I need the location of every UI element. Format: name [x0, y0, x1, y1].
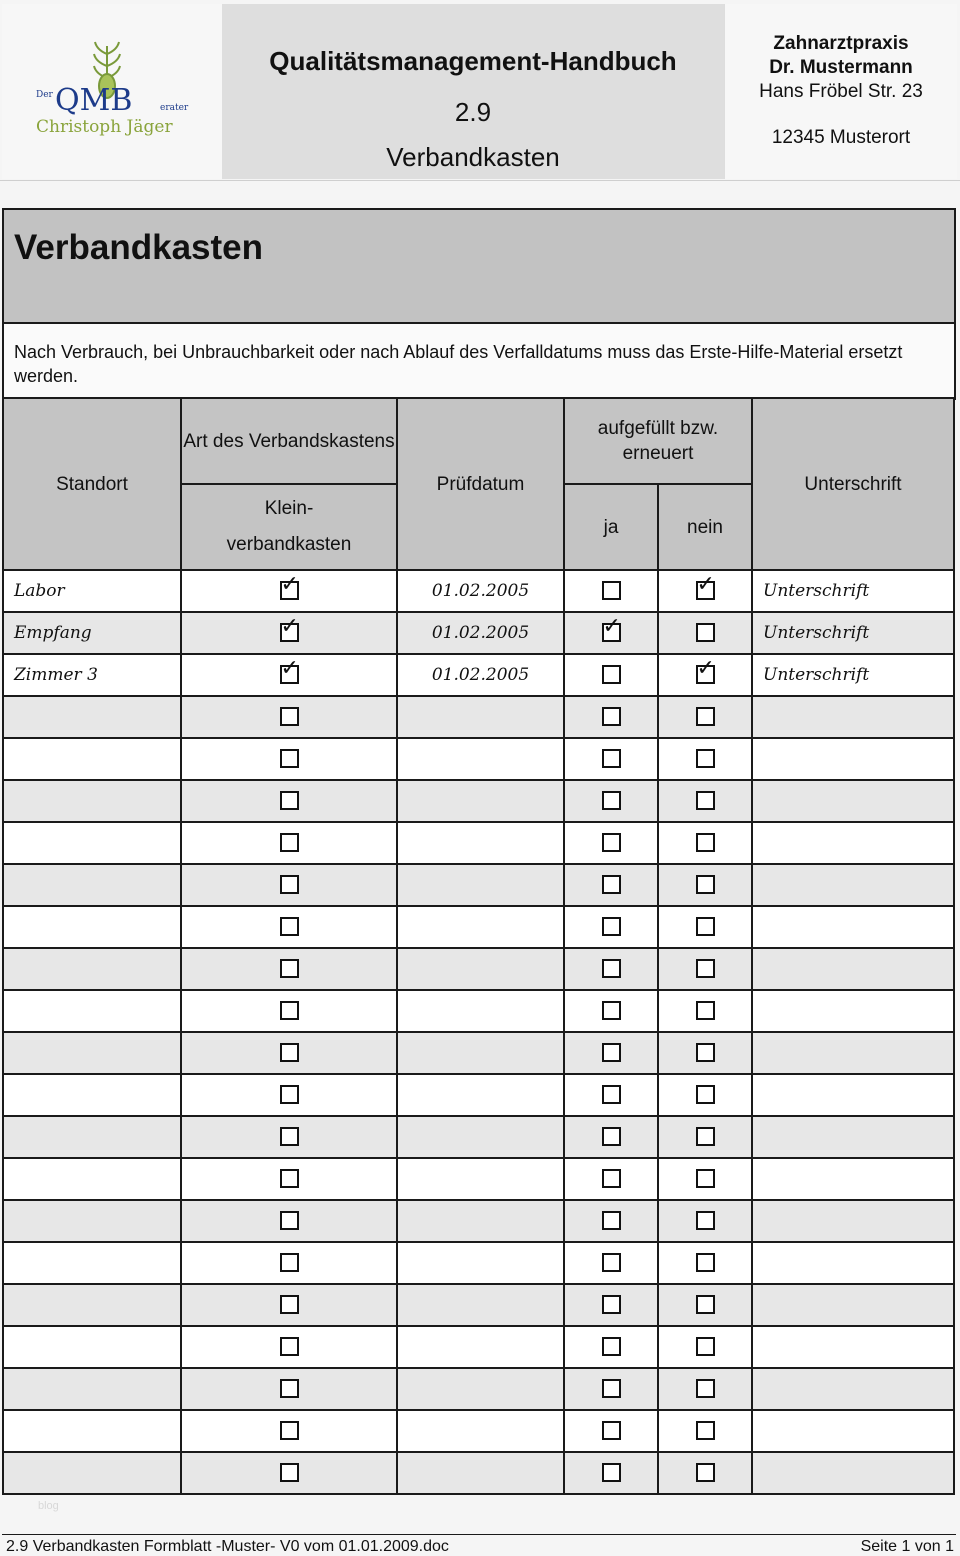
unterschrift-cell[interactable]: [752, 822, 954, 864]
pruefdatum-cell[interactable]: [397, 1158, 564, 1200]
checkbox[interactable]: [602, 1169, 621, 1188]
table-body: [3, 570, 954, 1494]
table-row: [3, 1242, 954, 1284]
standort-cell[interactable]: [3, 738, 181, 780]
checkbox[interactable]: [696, 875, 715, 894]
unterschrift-cell[interactable]: [752, 1410, 954, 1452]
unterschrift-cell[interactable]: [752, 1452, 954, 1494]
nein-cell[interactable]: [658, 1200, 752, 1242]
checkbox[interactable]: [602, 1001, 621, 1020]
city: 12345 Musterort: [771, 127, 911, 148]
logo-panel: [2, 4, 223, 179]
checkbox[interactable]: [280, 656, 299, 684]
standort-cell[interactable]: Labor: [3, 570, 181, 612]
header-ja: ja: [564, 484, 658, 570]
nein-cell[interactable]: [658, 948, 752, 990]
nein-cell[interactable]: [658, 570, 752, 612]
standort-cell[interactable]: [3, 1242, 181, 1284]
logo-brand: QMB: [55, 83, 133, 118]
nein-cell[interactable]: [658, 1368, 752, 1410]
table-row: [3, 612, 954, 654]
unterschrift-cell[interactable]: [752, 738, 954, 780]
table-row: [3, 696, 954, 738]
table-row: [3, 1452, 954, 1494]
header-nein: nein: [658, 484, 752, 570]
checkbox[interactable]: [696, 623, 715, 642]
checkbox[interactable]: [280, 1127, 299, 1146]
klein-cell[interactable]: [181, 1284, 397, 1326]
section-title-box: [2, 208, 956, 322]
table-row: [3, 654, 954, 696]
table-row: [3, 1284, 954, 1326]
checkbox[interactable]: [696, 1001, 715, 1020]
header-aufgefuellt: aufgefüllt bzw. erneuert: [564, 398, 752, 484]
checkbox[interactable]: [696, 833, 715, 852]
klein-cell[interactable]: [181, 1410, 397, 1452]
first-aid-table: [2, 397, 955, 1495]
klein-cell[interactable]: [181, 570, 397, 612]
klein-cell[interactable]: [181, 1452, 397, 1494]
ja-cell[interactable]: [564, 1242, 658, 1284]
checkbox[interactable]: [696, 1253, 715, 1272]
ja-cell[interactable]: [564, 1200, 658, 1242]
table-row: [3, 990, 954, 1032]
checkbox[interactable]: [696, 1337, 715, 1356]
checkbox[interactable]: [280, 1085, 299, 1104]
checkbox[interactable]: [602, 1043, 621, 1062]
checkbox[interactable]: [696, 749, 715, 768]
ja-cell[interactable]: [564, 654, 658, 696]
checkbox[interactable]: [602, 1211, 621, 1230]
checkbox[interactable]: [280, 1253, 299, 1272]
ja-cell[interactable]: [564, 1032, 658, 1074]
unterschrift-cell[interactable]: [752, 1116, 954, 1158]
checkbox[interactable]: [602, 791, 621, 810]
address-panel: [724, 4, 957, 179]
klein-cell[interactable]: [181, 1116, 397, 1158]
pruefdatum-cell[interactable]: [397, 1200, 564, 1242]
klein-cell[interactable]: [181, 1158, 397, 1200]
ja-cell[interactable]: [564, 948, 658, 990]
ja-cell[interactable]: [564, 990, 658, 1032]
footer-divider: [2, 1534, 956, 1535]
nein-cell[interactable]: [658, 696, 752, 738]
checkbox[interactable]: [602, 1295, 621, 1314]
unterschrift-cell[interactable]: [752, 1242, 954, 1284]
pruefdatum-cell[interactable]: [397, 1326, 564, 1368]
checkbox[interactable]: [602, 1379, 621, 1398]
standort-cell[interactable]: [3, 1116, 181, 1158]
checkmark-icon: ✓: [696, 656, 715, 682]
pruefdatum-cell[interactable]: [397, 1242, 564, 1284]
checkbox[interactable]: [696, 959, 715, 978]
unterschrift-cell[interactable]: [752, 1032, 954, 1074]
ja-cell[interactable]: [564, 1284, 658, 1326]
checkbox[interactable]: [602, 749, 621, 768]
pruefdatum-cell[interactable]: [397, 1368, 564, 1410]
pruefdatum-cell[interactable]: [397, 864, 564, 906]
checkbox[interactable]: [696, 1127, 715, 1146]
pruefdatum-cell[interactable]: [397, 780, 564, 822]
nein-cell[interactable]: [658, 654, 752, 696]
watermark: blog: [38, 1500, 59, 1512]
checkbox[interactable]: [602, 917, 621, 936]
klein-cell[interactable]: [181, 1032, 397, 1074]
ja-cell[interactable]: [564, 612, 658, 654]
table-row: [3, 864, 954, 906]
checkbox[interactable]: [280, 1379, 299, 1398]
checkbox[interactable]: [696, 791, 715, 810]
standort-cell[interactable]: [3, 948, 181, 990]
checkbox[interactable]: [280, 1001, 299, 1020]
checkbox[interactable]: [280, 1337, 299, 1356]
pruefdatum-cell[interactable]: [397, 696, 564, 738]
checkmark-icon: ✓: [696, 572, 715, 598]
standort-cell[interactable]: [3, 1368, 181, 1410]
ja-cell[interactable]: [564, 738, 658, 780]
standort-cell[interactable]: [3, 1452, 181, 1494]
pruefdatum-cell[interactable]: [397, 990, 564, 1032]
table-row: [3, 1074, 954, 1116]
checkbox[interactable]: [280, 1169, 299, 1188]
nein-cell[interactable]: [658, 1410, 752, 1452]
footer-filename: 2.9 Verbandkasten Formblatt -Muster- V0 vom 01.01.2009.doc: [6, 1538, 449, 1555]
checkbox[interactable]: [280, 1211, 299, 1230]
checkbox[interactable]: [602, 581, 621, 600]
header-standort: Standort: [3, 398, 181, 570]
klein-cell[interactable]: [181, 1242, 397, 1284]
klein-cell[interactable]: [181, 1200, 397, 1242]
standort-cell[interactable]: [3, 1032, 181, 1074]
header-title-panel: [222, 4, 724, 179]
nein-cell[interactable]: [658, 990, 752, 1032]
svg-text:Der: Der: [36, 90, 53, 100]
svg-text:erater: erater: [160, 103, 189, 113]
section-description-box: [2, 322, 956, 400]
pruefdatum-cell[interactable]: [397, 1452, 564, 1494]
standort-cell[interactable]: [3, 1410, 181, 1452]
section-description: Nach Verbrauch, bei Unbrauchbarkeit oder nach Ablauf des Verfalldatums muss das Erste-Hilfe-Material ersetzt werden.: [14, 342, 903, 386]
pruefdatum-cell[interactable]: 01.02.2005: [397, 570, 564, 612]
standort-cell[interactable]: Zimmer 3: [3, 654, 181, 696]
street: Hans Fröbel Str. 23: [759, 81, 923, 102]
header-unterschrift: Unterschrift: [752, 398, 954, 570]
chapter-number: 2.9: [454, 97, 492, 127]
logo: [2, 4, 222, 179]
ja-cell[interactable]: [564, 906, 658, 948]
checkbox[interactable]: [280, 917, 299, 936]
table-row: [3, 1410, 954, 1452]
pruefdatum-cell[interactable]: [397, 906, 564, 948]
checkbox[interactable]: [696, 1379, 715, 1398]
unterschrift-cell[interactable]: Unterschrift: [752, 612, 954, 654]
table-row: [3, 570, 954, 612]
checkbox[interactable]: [696, 1295, 715, 1314]
ja-cell[interactable]: [564, 696, 658, 738]
checkbox[interactable]: [602, 614, 621, 642]
unterschrift-cell[interactable]: [752, 948, 954, 990]
checkbox[interactable]: [696, 1169, 715, 1188]
nein-cell[interactable]: [658, 1452, 752, 1494]
ja-cell[interactable]: [564, 822, 658, 864]
checkbox[interactable]: [696, 1463, 715, 1482]
unterschrift-cell[interactable]: [752, 990, 954, 1032]
ja-cell[interactable]: [564, 1158, 658, 1200]
unterschrift-cell[interactable]: Unterschrift: [752, 570, 954, 612]
standort-cell[interactable]: [3, 906, 181, 948]
klein-cell[interactable]: [181, 822, 397, 864]
klein-cell[interactable]: [181, 990, 397, 1032]
unterschrift-cell[interactable]: [752, 864, 954, 906]
nein-cell[interactable]: [658, 1116, 752, 1158]
klein-cell[interactable]: [181, 654, 397, 696]
checkbox[interactable]: [280, 959, 299, 978]
klein-cell[interactable]: [181, 696, 397, 738]
nein-cell[interactable]: [658, 1158, 752, 1200]
checkbox[interactable]: [696, 572, 715, 600]
unterschrift-cell[interactable]: [752, 1284, 954, 1326]
nein-cell[interactable]: [658, 738, 752, 780]
header-klein: [181, 484, 397, 570]
unterschrift-cell[interactable]: [752, 1158, 954, 1200]
handbook-title: Qualitätsmanagement-Handbuch: [269, 46, 677, 76]
ja-cell[interactable]: [564, 1116, 658, 1158]
table-row: [3, 1326, 954, 1368]
nein-cell[interactable]: [658, 1242, 752, 1284]
checkbox[interactable]: [602, 665, 621, 684]
checkbox[interactable]: [696, 707, 715, 726]
header-art: Art des Verbandskastens: [181, 398, 397, 484]
logo-name: Christoph Jäger: [36, 117, 173, 137]
checkbox[interactable]: [696, 656, 715, 684]
nein-cell[interactable]: [658, 780, 752, 822]
checkbox[interactable]: [602, 707, 621, 726]
checkbox[interactable]: [602, 875, 621, 894]
ja-cell[interactable]: [564, 1410, 658, 1452]
pruefdatum-cell[interactable]: [397, 948, 564, 990]
pruefdatum-cell[interactable]: [397, 1284, 564, 1326]
checkmark-icon: ✓: [602, 614, 621, 640]
standort-cell[interactable]: [3, 1074, 181, 1116]
header-pruefdatum: Prüfdatum: [397, 398, 564, 570]
checkbox[interactable]: [280, 614, 299, 642]
checkbox[interactable]: [602, 1337, 621, 1356]
header-klein-line1: Klein-: [264, 498, 314, 519]
checkbox[interactable]: [696, 917, 715, 936]
klein-cell[interactable]: [181, 1074, 397, 1116]
unterschrift-cell[interactable]: [752, 1074, 954, 1116]
pruefdatum-cell[interactable]: [397, 1410, 564, 1452]
standort-cell[interactable]: [3, 696, 181, 738]
standort-cell[interactable]: [3, 1200, 181, 1242]
unterschrift-cell[interactable]: Unterschrift: [752, 654, 954, 696]
checkbox[interactable]: [696, 1085, 715, 1104]
klein-cell[interactable]: [181, 1368, 397, 1410]
nein-cell[interactable]: [658, 1326, 752, 1368]
checkbox[interactable]: [280, 707, 299, 726]
checkmark-icon: ✓: [280, 572, 299, 598]
pruefdatum-cell[interactable]: [397, 1116, 564, 1158]
checkbox[interactable]: [280, 1043, 299, 1062]
klein-cell[interactable]: [181, 738, 397, 780]
ja-cell[interactable]: [564, 864, 658, 906]
klein-cell[interactable]: [181, 612, 397, 654]
header-divider: [0, 180, 960, 181]
section-title: Verbandkasten: [14, 228, 263, 267]
checkbox[interactable]: [280, 791, 299, 810]
klein-cell[interactable]: [181, 948, 397, 990]
unterschrift-cell[interactable]: [752, 1326, 954, 1368]
ja-cell[interactable]: [564, 570, 658, 612]
standort-cell[interactable]: [3, 780, 181, 822]
doctor-name: Dr. Mustermann: [769, 57, 913, 78]
checkbox[interactable]: [602, 1085, 621, 1104]
checkbox[interactable]: [602, 1421, 621, 1440]
unterschrift-cell[interactable]: [752, 696, 954, 738]
checkbox[interactable]: [280, 1295, 299, 1314]
standort-cell[interactable]: [3, 864, 181, 906]
table-row: [3, 738, 954, 780]
unterschrift-cell[interactable]: [752, 780, 954, 822]
checkbox[interactable]: [602, 1463, 621, 1482]
checkbox[interactable]: [602, 1127, 621, 1146]
checkbox[interactable]: [280, 1463, 299, 1482]
unterschrift-cell[interactable]: [752, 906, 954, 948]
table-row: [3, 1032, 954, 1074]
standort-cell[interactable]: [3, 822, 181, 864]
nein-cell[interactable]: [658, 864, 752, 906]
checkbox[interactable]: [602, 959, 621, 978]
ja-cell[interactable]: [564, 1326, 658, 1368]
checkmark-icon: ✓: [280, 656, 299, 682]
table-row: [3, 1116, 954, 1158]
checkbox[interactable]: [280, 833, 299, 852]
standort-cell[interactable]: [3, 1284, 181, 1326]
ja-cell[interactable]: [564, 1452, 658, 1494]
nein-cell[interactable]: [658, 906, 752, 948]
table-row: [3, 948, 954, 990]
pruefdatum-cell[interactable]: [397, 822, 564, 864]
chapter-title: Verbandkasten: [386, 142, 560, 172]
ja-cell[interactable]: [564, 1074, 658, 1116]
checkmark-icon: ✓: [280, 614, 299, 640]
nein-cell[interactable]: [658, 612, 752, 654]
pruefdatum-cell[interactable]: [397, 1074, 564, 1116]
checkbox[interactable]: [696, 1421, 715, 1440]
table-row: [3, 1200, 954, 1242]
nein-cell[interactable]: [658, 1032, 752, 1074]
checkbox[interactable]: [696, 1043, 715, 1062]
checkbox[interactable]: [280, 875, 299, 894]
checkbox[interactable]: [602, 1253, 621, 1272]
pruefdatum-cell[interactable]: [397, 1032, 564, 1074]
standort-cell[interactable]: [3, 1158, 181, 1200]
table-row: [3, 1158, 954, 1200]
table-row: [3, 1368, 954, 1410]
unterschrift-cell[interactable]: [752, 1200, 954, 1242]
klein-cell[interactable]: [181, 1326, 397, 1368]
header-klein-line2: verbandkasten: [226, 534, 352, 555]
table-row: [3, 822, 954, 864]
pruefdatum-cell[interactable]: 01.02.2005: [397, 654, 564, 696]
nein-cell[interactable]: [658, 822, 752, 864]
checkbox[interactable]: [696, 1211, 715, 1230]
unterschrift-cell[interactable]: [752, 1368, 954, 1410]
practice-name: Zahnarztpraxis: [773, 33, 909, 54]
klein-cell[interactable]: [181, 780, 397, 822]
ja-cell[interactable]: [564, 780, 658, 822]
standort-cell[interactable]: [3, 990, 181, 1032]
ja-cell[interactable]: [564, 1368, 658, 1410]
standort-cell[interactable]: Empfang: [3, 612, 181, 654]
checkbox[interactable]: [602, 833, 621, 852]
nein-cell[interactable]: [658, 1284, 752, 1326]
klein-cell[interactable]: [181, 906, 397, 948]
klein-cell[interactable]: [181, 864, 397, 906]
pruefdatum-cell[interactable]: 01.02.2005: [397, 612, 564, 654]
checkbox[interactable]: [280, 572, 299, 600]
checkbox[interactable]: [280, 749, 299, 768]
table-row: [3, 906, 954, 948]
pruefdatum-cell[interactable]: [397, 738, 564, 780]
checkbox[interactable]: [280, 1421, 299, 1440]
table-row: [3, 780, 954, 822]
nein-cell[interactable]: [658, 1074, 752, 1116]
standort-cell[interactable]: [3, 1326, 181, 1368]
footer-page: Seite 1 von 1: [860, 1538, 954, 1555]
